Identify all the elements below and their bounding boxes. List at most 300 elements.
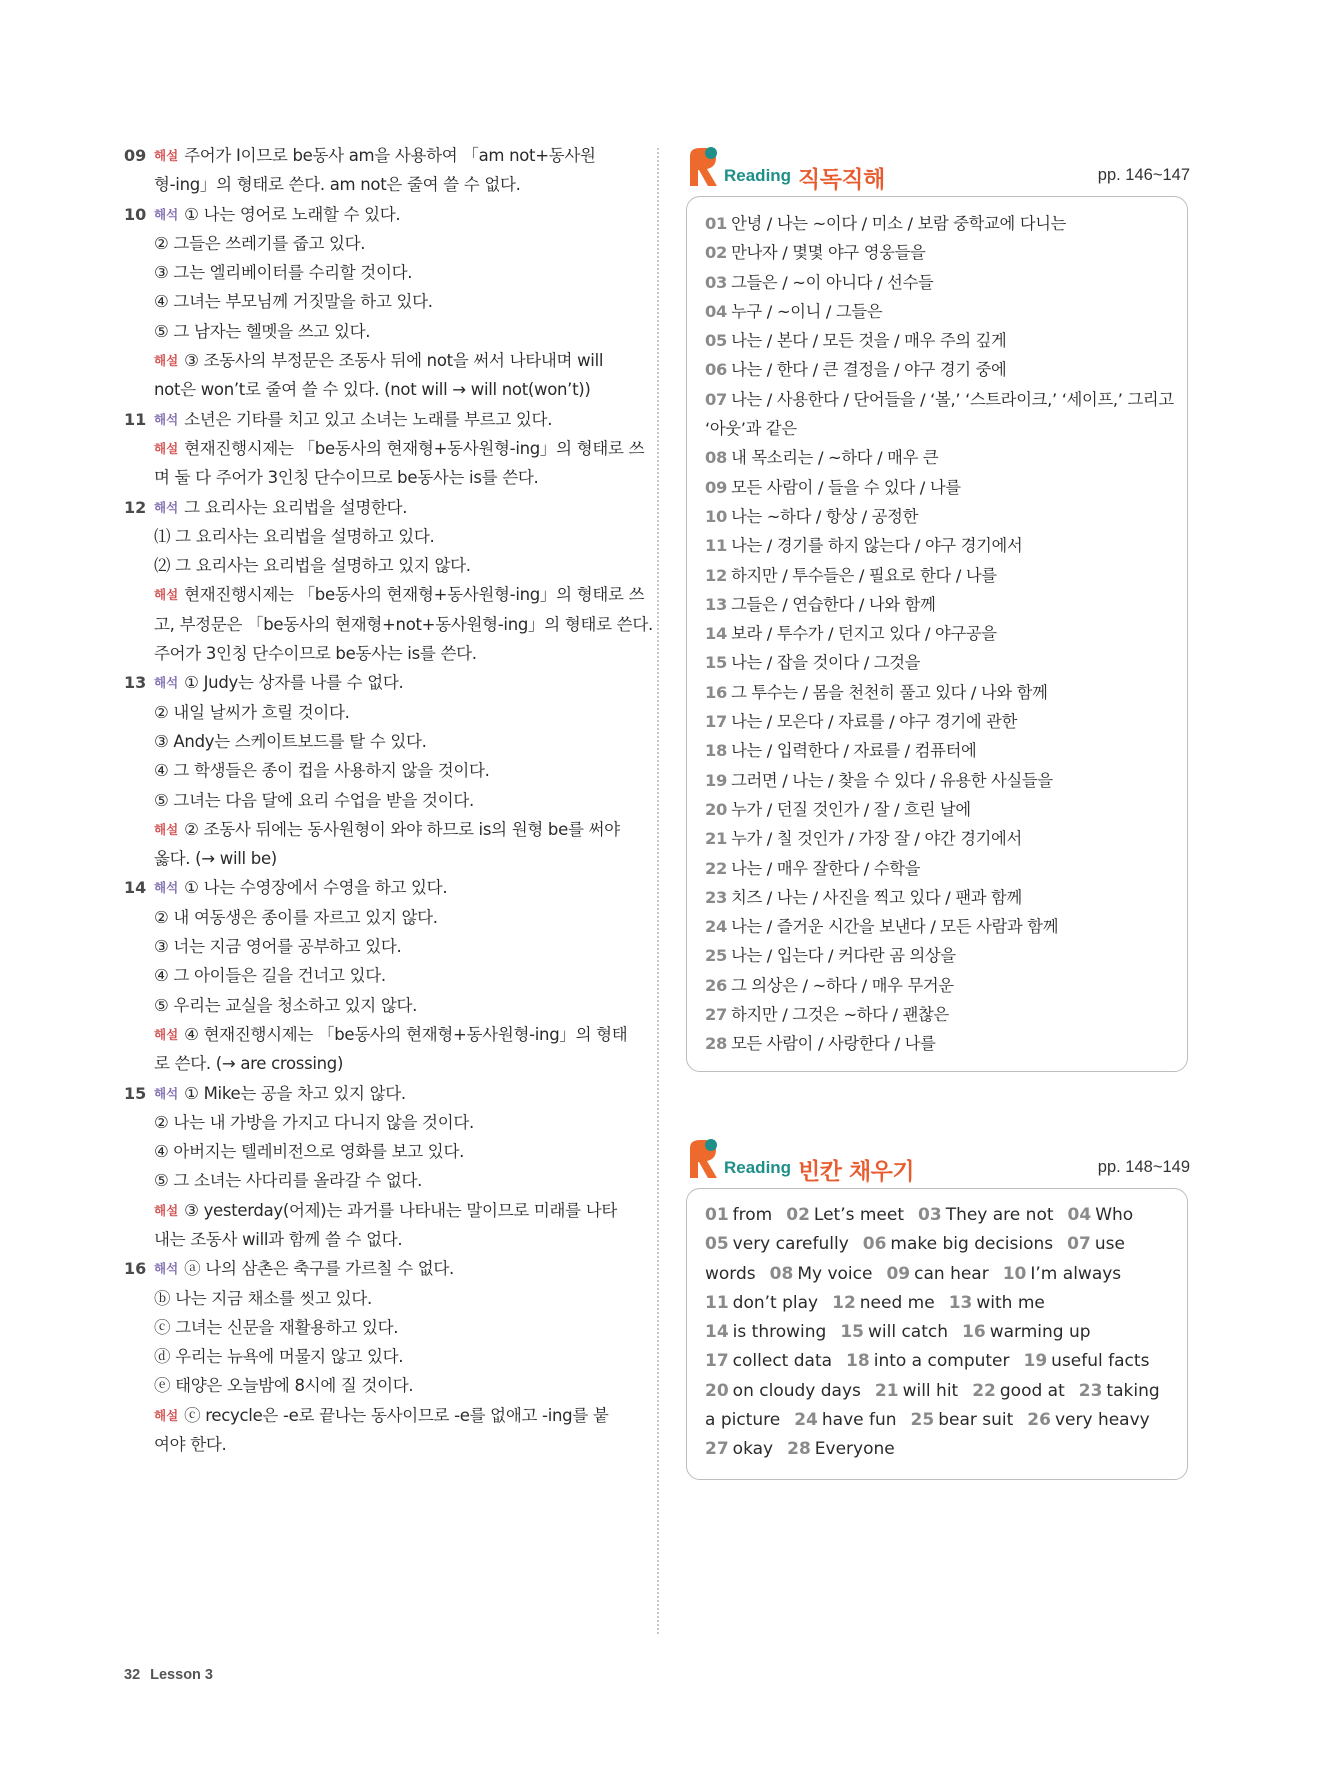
explanation-line — [154, 287, 632, 316]
row-text: 나는 / 입는다 / 커다란 곰 의상을 — [731, 946, 956, 966]
answer-row — [705, 1260, 1169, 1289]
row-number: 08 — [705, 448, 728, 468]
answer-row — [705, 1377, 1169, 1406]
answer-text: very heavy — [1054, 1410, 1150, 1431]
translation-tag: 해석 — [154, 1085, 179, 1101]
question-item — [124, 668, 632, 873]
question-number: 13 — [124, 673, 147, 693]
section-word: Reading — [724, 166, 792, 185]
answer-number: 23 — [1078, 1380, 1103, 1401]
explanation-text: ③ 조동사의 부정문은 조동사 뒤에 not을 써서 나타내며 will — [184, 351, 604, 371]
answer-number: 06 — [862, 1234, 887, 1255]
answer-text: Who — [1095, 1205, 1134, 1225]
answer-number: 17 — [705, 1351, 729, 1372]
reading-row — [705, 824, 1169, 853]
answer-text: okay — [732, 1439, 774, 1460]
answer-text: don’t play — [732, 1292, 819, 1313]
answer-number: 01 — [705, 1205, 729, 1225]
answer-item — [972, 1381, 1065, 1401]
answer-item — [832, 1293, 935, 1313]
answer-text: They are not — [945, 1205, 1054, 1225]
question-number: 12 — [124, 497, 147, 517]
answer-number: 15 — [840, 1322, 864, 1343]
answer-number: 03 — [918, 1205, 942, 1225]
explanation-line — [154, 1137, 632, 1166]
answer-item — [949, 1293, 1045, 1313]
explanation-text: ⓒ 그녀는 신문을 재활용하고 있다. — [154, 1317, 399, 1337]
answer-item — [794, 1410, 896, 1430]
answer-item — [705, 1205, 772, 1225]
explanation-line — [154, 903, 632, 932]
answer-item — [962, 1322, 1091, 1342]
explanation-text: ⑴ 그 요리사는 요리법을 설명하고 있다. — [154, 526, 435, 546]
row-text: ‘아웃’과 같은 — [705, 419, 797, 439]
section-pages: pp. 146~147 — [1097, 166, 1190, 184]
answer-item — [786, 1205, 904, 1225]
question-number: 14 — [124, 878, 147, 898]
explanation-text: ③ Andy는 스케이트보드를 탈 수 있다. — [154, 731, 427, 751]
explanation-line — [154, 1225, 632, 1254]
answer-number: 10 — [1002, 1263, 1027, 1284]
row-text: 보라 / 투수가 / 던지고 있다 / 야구공을 — [731, 624, 997, 644]
translation-tag: 해석 — [154, 206, 179, 222]
question-body — [154, 1254, 632, 1459]
row-text: 내 목소리는 / ~하다 / 매우 큰 — [731, 448, 939, 468]
explanation-text: ⓑ 나는 지금 채소를 씻고 있다. — [154, 1288, 372, 1308]
explanation-text: 현재진행시제는 「be동사의 현재형+동사원형-ing」의 형태로 쓰 — [184, 585, 645, 605]
answer-item — [770, 1264, 873, 1284]
reading-row — [705, 209, 1169, 238]
row-number: 04 — [705, 301, 728, 321]
explanation-line — [154, 961, 632, 990]
row-text: 나는 / 경기를 하지 않는다 / 야구 경기에서 — [731, 536, 1023, 556]
reading-row — [705, 238, 1169, 267]
explanation-line — [154, 1342, 632, 1371]
reading-row — [705, 766, 1169, 795]
explanation-text: 주어가 3인칭 단수이므로 be동사는 is를 쓴다. — [154, 644, 477, 664]
row-number: 20 — [705, 799, 728, 819]
explanation-line — [154, 258, 632, 287]
explanation-line — [154, 170, 632, 199]
answer-item — [863, 1234, 1053, 1254]
reading-row — [705, 385, 1174, 414]
reading-row — [705, 619, 1169, 648]
question-body — [154, 668, 632, 873]
reading-row — [705, 854, 1169, 883]
row-number: 17 — [705, 712, 728, 732]
question-body — [154, 405, 644, 493]
translation-tag: 해석 — [154, 499, 179, 515]
row-number: 07 — [705, 389, 728, 409]
explanation-text: 여야 한다. — [154, 1435, 227, 1455]
explanation-line — [154, 727, 632, 756]
row-number: 15 — [705, 653, 728, 673]
reading-row — [705, 297, 1169, 326]
reading-row — [705, 355, 1169, 384]
explanation-line — [154, 405, 644, 434]
explanation-line — [154, 317, 632, 346]
explanation-line — [154, 1284, 632, 1313]
answer-row — [705, 1406, 1169, 1435]
explanation-line — [154, 1401, 632, 1430]
row-number: 24 — [705, 917, 728, 937]
commentary-tag: 해설 — [154, 587, 179, 603]
explanation-line — [154, 580, 653, 609]
explanation-line — [154, 639, 653, 668]
explanation-text: ④ 그녀는 부모님께 거짓말을 하고 있다. — [154, 292, 433, 312]
answer-number: 26 — [1027, 1410, 1051, 1431]
explanation-text: 며 둘 다 주어가 3인칭 단수이므로 be동사는 is를 쓴다. — [154, 468, 539, 488]
answer-row — [705, 1347, 1169, 1376]
row-number: 13 — [705, 594, 728, 614]
explanation-text: ⑤ 그 소녀는 사다리를 올라갈 수 없다. — [154, 1171, 423, 1191]
row-number: 02 — [705, 243, 728, 263]
answer-text: Let’s meet — [813, 1205, 905, 1225]
question-number: 16 — [124, 1259, 147, 1279]
answer-text: can hear — [914, 1263, 989, 1284]
explanation-text: 소년은 기타를 치고 있고 소녀는 노래를 부르고 있다. — [184, 409, 553, 429]
translation-tag: 해석 — [154, 1261, 179, 1277]
answer-row — [705, 1318, 1169, 1347]
answer-number: 16 — [962, 1322, 986, 1343]
explanation-line — [154, 1079, 632, 1108]
explanation-line — [154, 1049, 632, 1078]
explanation-line — [154, 756, 632, 785]
explanation-line — [154, 229, 632, 258]
reading-row — [705, 268, 1169, 297]
answer-item — [705, 1351, 832, 1371]
row-text: 모든 사람이 / 사랑한다 / 나를 — [731, 1034, 936, 1054]
question-body — [154, 873, 632, 1078]
commentary-tag: 해설 — [154, 821, 179, 837]
row-number: 27 — [705, 1005, 728, 1025]
question-item — [124, 405, 645, 493]
question-item — [124, 1254, 632, 1459]
explanation-line — [154, 200, 632, 229]
reading-row — [705, 912, 1169, 941]
reading-row — [705, 590, 1169, 619]
explanations-column — [124, 141, 653, 1459]
explanation-text: ① Mike는 공을 차고 있지 않다. — [184, 1083, 406, 1103]
commentary-tag: 해설 — [154, 440, 179, 456]
answer-number: 08 — [769, 1263, 794, 1284]
row-text: 그 의상은 / ~하다 / 매우 무거운 — [731, 975, 954, 995]
answer-text: good at — [999, 1380, 1065, 1401]
explanation-line — [154, 610, 653, 639]
explanation-text: ① 나는 수영장에서 수영을 하고 있다. — [184, 878, 448, 898]
section-header-fill-blanks — [686, 1138, 1190, 1188]
answer-item — [787, 1439, 895, 1459]
explanation-line — [154, 815, 632, 844]
question-item — [124, 200, 632, 405]
answer-number: 18 — [846, 1351, 870, 1372]
explanation-text: ② 내 여동생은 종이를 자르고 있지 않다. — [154, 907, 438, 927]
row-number: 28 — [705, 1034, 728, 1054]
answer-row — [705, 1230, 1169, 1259]
explanation-text: ④ 아버지는 텔레비전으로 영화를 보고 있다. — [154, 1142, 465, 1162]
row-number: 23 — [705, 887, 728, 907]
commentary-tag: 해설 — [154, 1202, 179, 1218]
row-number: 25 — [705, 946, 728, 966]
answer-text: will catch — [867, 1322, 949, 1343]
explanation-text: 내는 조동사 will과 함께 쓸 수 없다. — [154, 1229, 403, 1249]
row-number: 19 — [705, 770, 728, 790]
answer-text: have fun — [821, 1410, 897, 1431]
explanation-text: not은 won’t로 줄여 쓸 수 있다. (not will → will not(won’t)) — [154, 380, 591, 400]
answer-item — [1068, 1205, 1134, 1225]
explanation-text: 옳다. (→ will be) — [154, 849, 277, 869]
reading-row — [705, 941, 1169, 970]
explanation-line — [154, 991, 632, 1020]
fill-blanks-box — [686, 1188, 1188, 1480]
answer-number: 22 — [972, 1380, 996, 1401]
explanation-text: ⑤ 그 남자는 헬멧을 쓰고 있다. — [154, 321, 371, 341]
explanation-text: ⑤ 그녀는 다음 달에 요리 수업을 받을 것이다. — [154, 790, 474, 810]
row-number: 26 — [705, 975, 728, 995]
answer-item — [705, 1410, 780, 1430]
explanation-line — [154, 698, 632, 727]
explanation-text: 고, 부정문은 「be동사의 현재형+not+동사원형-ing」의 형태로 쓴다. — [154, 614, 653, 634]
answer-row — [705, 1289, 1169, 1318]
answer-text: collect data — [732, 1351, 833, 1372]
row-number: 14 — [705, 624, 728, 644]
row-text: 나는 / 즐거운 시간을 보낸다 / 모든 사람과 함께 — [731, 917, 1059, 937]
question-item — [124, 493, 653, 669]
translation-tag: 해석 — [154, 880, 179, 896]
explanation-text: ④ 그 아이들은 길을 건너고 있다. — [154, 966, 386, 986]
answer-number: 12 — [832, 1292, 856, 1313]
explanation-text: 형-ing」의 형태로 쓴다. am not은 줄여 쓸 수 없다. — [154, 175, 521, 195]
row-text: 그 투수는 / 몸을 천천히 풀고 있다 / 나와 함께 — [731, 682, 1048, 702]
explanation-line — [154, 434, 644, 463]
answer-number: 02 — [786, 1205, 810, 1225]
commentary-tag: 해설 — [154, 1407, 179, 1423]
answer-item — [705, 1381, 861, 1401]
question-number: 11 — [124, 409, 147, 429]
row-text: 모든 사람이 / 들을 수 있다 / 나를 — [731, 477, 961, 497]
explanation-text: ① 나는 영어로 노래할 수 있다. — [184, 204, 401, 224]
answer-item — [705, 1234, 849, 1254]
section-word: Reading — [724, 1158, 792, 1177]
reading-row — [705, 883, 1169, 912]
section-header-direct-reading — [686, 146, 1190, 196]
answer-item — [705, 1439, 773, 1459]
row-number: 18 — [705, 741, 728, 761]
answer-text: I’m always — [1030, 1263, 1122, 1284]
explanation-line — [154, 844, 632, 873]
row-text: 누구 / ~이니 / 그들은 — [731, 301, 883, 321]
row-number: 01 — [705, 214, 728, 233]
explanation-line — [154, 1430, 632, 1459]
reading-row — [705, 736, 1169, 765]
commentary-tag: 해설 — [154, 148, 179, 163]
question-item — [124, 141, 632, 200]
question-body — [154, 493, 653, 669]
page-number: 32 — [124, 1667, 141, 1683]
row-text: 나는 / 입력한다 / 자료를 / 컴퓨터에 — [731, 741, 977, 761]
explanation-line — [154, 1196, 632, 1225]
answer-text: on cloudy days — [732, 1380, 861, 1401]
answer-text: Everyone — [814, 1439, 895, 1460]
row-text: 나는 / 본다 / 모든 것을 / 매우 주의 깊게 — [731, 331, 1007, 351]
row-number: 16 — [705, 682, 728, 702]
explanation-text: ⓒ recycle은 -e로 끝나는 동사이므로 -e를 없애고 -ing를 붙 — [184, 1405, 609, 1425]
answer-item — [1067, 1234, 1125, 1254]
answer-text: taking — [1106, 1380, 1160, 1401]
translation-tag: 해석 — [154, 675, 179, 691]
row-number: 11 — [705, 536, 728, 556]
row-text: 나는 / 모은다 / 자료를 / 야구 경기에 관한 — [731, 712, 1018, 732]
answer-text: will hit — [902, 1380, 959, 1401]
section-pages: pp. 148~149 — [1097, 1158, 1190, 1176]
column-divider — [657, 148, 659, 1634]
answer-number: 04 — [1067, 1205, 1092, 1225]
answer-text: need me — [859, 1292, 935, 1313]
answer-number: 09 — [886, 1263, 911, 1284]
explanation-line — [154, 1254, 632, 1283]
explanation-line — [154, 1371, 632, 1400]
row-text: 나는 / 한다 / 큰 결정을 / 야구 경기 중에 — [731, 360, 1007, 380]
row-number: 10 — [705, 506, 728, 526]
row-text: 누가 / 칠 것인가 / 가장 잘 / 야간 경기에서 — [731, 829, 1022, 849]
row-number: 03 — [705, 272, 728, 292]
explanation-line — [154, 1020, 632, 1049]
answer-row — [705, 1435, 1169, 1464]
explanation-text: ⑤ 우리는 교실을 청소하고 있지 않다. — [154, 995, 418, 1015]
answer-item — [1027, 1410, 1149, 1430]
explanation-text: ⓐ 나의 삼촌은 축구를 가르칠 수 없다. — [184, 1259, 454, 1279]
answer-item — [705, 1293, 818, 1313]
answer-text: My voice — [797, 1263, 873, 1284]
section-title: 직독직해 — [798, 167, 885, 193]
row-text: 그들은 / ~이 아니다 / 선수들 — [731, 272, 934, 292]
row-number: 22 — [705, 858, 728, 878]
question-number: 15 — [124, 1083, 147, 1103]
answer-number: 13 — [948, 1292, 973, 1313]
answer-text: useful facts — [1051, 1351, 1150, 1372]
reading-row — [705, 1029, 1169, 1058]
reading-row — [705, 443, 1169, 472]
explanation-text: 그 요리사는 요리법을 설명한다. — [184, 497, 408, 517]
question-body — [154, 200, 632, 405]
explanation-text: ⓓ 우리는 뉴욕에 머물지 않고 있다. — [154, 1347, 404, 1367]
question-number: 09 — [124, 146, 147, 165]
answer-text: is throwing — [732, 1322, 827, 1343]
answer-number: 07 — [1067, 1234, 1091, 1255]
explanation-line — [154, 375, 632, 404]
answer-item — [886, 1264, 988, 1284]
answer-row — [705, 1201, 1169, 1230]
question-item — [124, 1079, 632, 1255]
explanation-text: ③ 너는 지금 영어를 공부하고 있다. — [154, 937, 402, 957]
explanation-line — [154, 463, 644, 492]
translation-tag: 해석 — [154, 411, 179, 427]
explanation-text: 로 쓴다. (→ are crossing) — [154, 1054, 344, 1074]
question-number: 10 — [124, 204, 147, 224]
answer-text: with me — [976, 1292, 1045, 1313]
page-footer — [124, 1667, 223, 1683]
commentary-tag: 해설 — [154, 353, 179, 369]
explanation-line — [154, 668, 632, 697]
explanation-line — [154, 873, 632, 902]
reading-row — [705, 971, 1169, 1000]
answer-number: 28 — [787, 1439, 811, 1460]
explanation-text: 현재진행시제는 「be동사의 현재형+동사원형-ing」의 형태로 쓰 — [184, 438, 645, 458]
explanation-line — [154, 1313, 632, 1342]
commentary-tag: 해설 — [154, 1026, 179, 1042]
reading-row — [705, 561, 1169, 590]
answer-number: 20 — [705, 1380, 729, 1401]
answer-number: 14 — [705, 1322, 729, 1343]
lesson-label: Lesson 3 — [150, 1667, 213, 1683]
question-body — [154, 141, 632, 200]
answer-text: make big decisions — [890, 1234, 1054, 1255]
row-number: 21 — [705, 829, 728, 849]
answer-item — [1024, 1351, 1150, 1371]
answer-text: use — [1094, 1234, 1125, 1255]
answer-item — [911, 1410, 1014, 1430]
answer-number: 21 — [874, 1380, 899, 1401]
answer-item — [705, 1264, 756, 1284]
row-text: 나는 / 사용한다 / 단어들을 / ‘볼,’ ‘스트라이크,’ ‘세이프,’ 그리고 — [731, 389, 1174, 409]
reading-row — [705, 531, 1169, 560]
answer-number: 25 — [910, 1410, 935, 1431]
row-text: 만나자 / 몇몇 야구 영웅들을 — [731, 243, 926, 263]
answer-item — [705, 1322, 826, 1342]
reading-row — [705, 648, 1169, 677]
reading-row — [705, 707, 1169, 736]
question-item — [124, 873, 632, 1078]
explanation-line — [154, 141, 632, 170]
answer-number: 05 — [705, 1234, 729, 1255]
row-text: 그들은 / 연습한다 / 나와 함께 — [731, 594, 936, 614]
answer-text: warming up — [989, 1322, 1091, 1343]
reading-row — [705, 414, 1169, 443]
section-title: 빈칸 채우기 — [798, 1159, 915, 1185]
row-text: 치즈 / 나는 / 사진을 찍고 있다 / 팬과 함께 — [731, 887, 1022, 907]
answer-text: words — [705, 1263, 756, 1284]
explanation-text: ③ 그는 엘리베이터를 수리할 것이다. — [154, 263, 413, 283]
explanation-line — [154, 1108, 632, 1137]
direct-reading-box — [686, 196, 1188, 1072]
row-text: 그러면 / 나는 / 찾을 수 있다 / 유용한 사실들을 — [731, 770, 1053, 790]
row-text: 하지만 / 투수들은 / 필요로 한다 / 나를 — [731, 565, 997, 585]
reading-row — [705, 473, 1169, 502]
reading-row — [705, 502, 1169, 531]
row-number: 06 — [705, 360, 728, 380]
explanation-text: ① Judy는 상자를 나를 수 없다. — [184, 673, 404, 693]
answer-number: 24 — [794, 1410, 818, 1431]
row-text: 하지만 / 그것은 ~하다 / 괜찮은 — [731, 1005, 949, 1025]
reading-row — [705, 1000, 1169, 1029]
row-text: 나는 / 매우 잘한다 / 수학을 — [731, 858, 921, 878]
explanation-line — [154, 346, 632, 375]
row-text: 나는 ~하다 / 항상 / 공정한 — [731, 506, 919, 526]
answer-item — [1079, 1381, 1160, 1401]
answer-item — [840, 1322, 948, 1342]
explanation-line — [154, 522, 653, 551]
explanation-text: ⑵ 그 요리사는 요리법을 설명하고 있지 않다. — [154, 556, 471, 576]
explanation-text: ② 내일 날씨가 흐릴 것이다. — [154, 702, 350, 722]
reading-row — [705, 678, 1169, 707]
explanation-text: ② 조동사 뒤에는 동사원형이 와야 하므로 is의 원형 be를 써야 — [184, 819, 620, 839]
answer-item — [875, 1381, 958, 1401]
answer-number: 19 — [1023, 1351, 1048, 1372]
answer-number: 27 — [705, 1439, 729, 1460]
explanation-text: ⓔ 태양은 오늘밤에 8시에 질 것이다. — [154, 1376, 414, 1396]
row-number: 05 — [705, 331, 728, 351]
reading-logo-icon — [686, 146, 720, 188]
